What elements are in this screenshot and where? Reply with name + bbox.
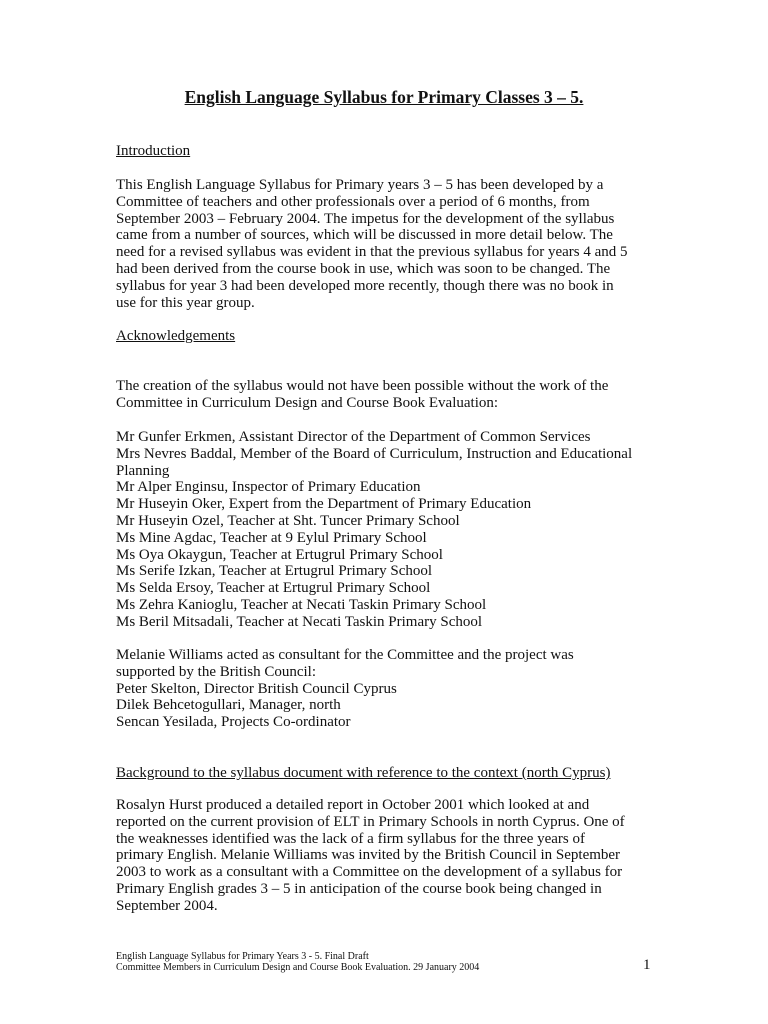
document-title: English Language Syllabus for Primary Classes 3 – 5.	[184, 87, 584, 107]
paragraph-line: The creation of the syllabus would not have been possible without the work of the	[116, 378, 609, 394]
paragraph-line: Primary English grades 3 – 5 in anticipation of the course book being changed in	[116, 880, 602, 897]
paragraph-line: This English Language Syllabus for Primary years 3 – 5 has been developed by a	[116, 177, 604, 193]
committee-member: Ms Serife Izkan, Teacher at Ertugrul Primary School	[116, 563, 433, 580]
paragraph-line: use for this year group.	[116, 294, 255, 311]
committee-member: Mr Huseyin Oker, Expert from the Department of Primary Education	[116, 496, 532, 513]
paragraph-line: Melanie Williams acted as consultant for the Committee and the project was	[116, 647, 574, 663]
paragraph-line: Dilek Behcetogullari, Manager, north	[116, 697, 341, 714]
paragraph-line: 2003 to work as a consultant with a Committee on the development of a syllabus for	[116, 864, 623, 881]
committee-member: Ms Oya Okaygun, Teacher at Ertugrul Primary School	[116, 546, 443, 563]
paragraph-line: primary English. Melanie Williams was invited by the British Council in September	[116, 847, 621, 864]
paragraph-line: supported by the British Council:	[116, 663, 316, 680]
paragraph-line: Committee in Curriculum Design and Course Book Evaluation:	[116, 394, 499, 411]
paragraph-line: Rosalyn Hurst produced a detailed report in October 2001 which looked at and	[116, 797, 590, 813]
committee-member: Planning	[116, 462, 170, 479]
committee-member: Mr Alper Enginsu, Inspector of Primary Education	[116, 479, 421, 496]
paragraph-line: September 2004.	[116, 897, 218, 914]
paragraph-line: September 2003 – February 2004. The impetus for the development of the syllabus	[116, 210, 615, 227]
committee-member: Ms Selda Ersoy, Teacher at Ertugrul Primary School	[116, 580, 431, 597]
footer-line: English Language Syllabus for Primary Years 3 - 5. Final Draft	[116, 951, 369, 962]
page-footer	[116, 951, 479, 973]
paragraph-line: Committee of teachers and other professionals over a period of 6 months, from	[116, 193, 590, 210]
committee-member: Ms Beril Mitsadali, Teacher at Necati Taskin Primary School	[116, 613, 483, 630]
introduction-heading: Introduction	[116, 143, 191, 159]
consultant-paragraph	[116, 647, 661, 731]
committee-member: Mr Huseyin Ozel, Teacher at Sht. Tuncer Primary School	[116, 512, 460, 529]
introduction-paragraph	[116, 177, 661, 311]
committee-member: Ms Zehra Kanioglu, Teacher at Necati Taskin Primary School	[116, 596, 487, 613]
background-paragraph	[116, 797, 661, 915]
committee-member-list	[116, 429, 661, 631]
paragraph-line: the weaknesses identified was the lack of a firm syllabus for the three years of	[116, 830, 585, 847]
paragraph-line: came from a number of sources, which will be discussed in more detail below. The	[116, 227, 613, 244]
acknowledgements-intro	[116, 378, 661, 412]
paragraph-line: Peter Skelton, Director British Council Cyprus	[116, 680, 397, 697]
paragraph-line: need for a revised syllabus was evident in that the previous syllabus for years 4 and 5	[116, 244, 628, 261]
page-number: 1	[643, 957, 651, 973]
paragraph-line: reported on the current provision of ELT in Primary Schools in north Cyprus. One of	[116, 813, 625, 830]
committee-member: Mr Gunfer Erkmen, Assistant Director of the Department of Common Services	[116, 429, 591, 445]
footer-line: Committee Members in Curriculum Design and Course Book Evaluation. 29 January 2004	[116, 962, 480, 973]
paragraph-line: Sencan Yesilada, Projects Co-ordinator	[116, 714, 351, 731]
paragraph-line: had been derived from the course book in use, which was soon to be changed. The	[116, 260, 611, 277]
committee-member: Mrs Nevres Baddal, Member of the Board of Curriculum, Instruction and Educational	[116, 445, 633, 462]
paragraph-line: syllabus for year 3 had been developed more recently, though there was no book in	[116, 277, 614, 294]
background-heading: Background to the syllabus document with reference to the context (north Cyprus)	[116, 765, 611, 781]
committee-member: Ms Mine Agdac, Teacher at 9 Eylul Primary School	[116, 529, 427, 546]
acknowledgements-heading: Acknowledgements	[116, 328, 236, 344]
